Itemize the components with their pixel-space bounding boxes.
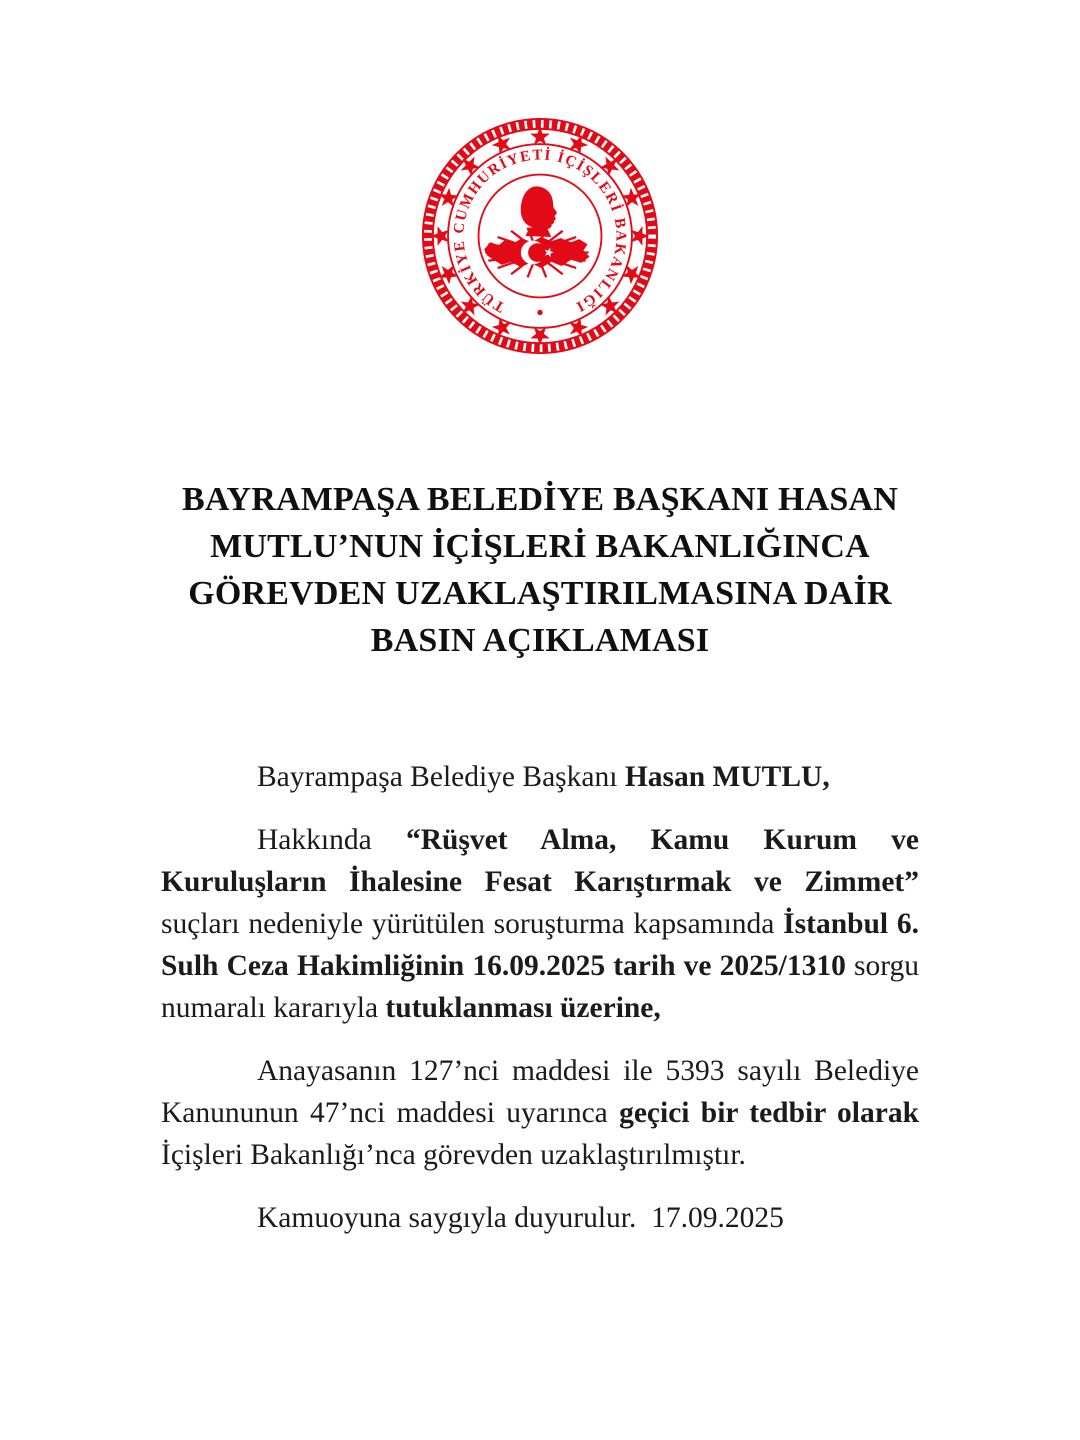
title-line-4: BASIN AÇIKLAMASI [370, 622, 710, 659]
seal-ring-text: TÜRKİYE CUMHURİYETİ İÇİŞLERİ BAKANLIĞI [451, 147, 629, 315]
paragraph-intro: Bayrampaşa Belediye Başkanı Hasan MUTLU, [257, 761, 830, 793]
seal-bottom-dot [537, 310, 542, 315]
paragraph-charges: Hakkında “Rüşvet Alma, Kamu Kurum ve Kuruluşların İhalesine Fesat Karıştırmak ve Zimmet” suçları nedeniyle yürütülen soruşturma kapsamında İstanbul 6. Sulh Ceza Hakimliğinin 16.09.2025 tarih ve 2025/1310 sorgu numaralı kararıyla tutuklanması üzerine, [161, 824, 920, 1024]
ataturk-silhouette-icon [521, 186, 557, 229]
title-line-1: BAYRAMPAŞA BELEDİYE BAŞKANI HASAN [181, 481, 899, 518]
paragraph-closing: Kamuoyuna saygıyla duyurulur. 17.09.2025 [257, 1202, 784, 1234]
page-title [0, 476, 1080, 664]
seal-center-emblem [484, 186, 589, 277]
ministry-seal [416, 112, 664, 360]
title-line-3: GÖREVDEN UZAKLAŞTIRILMASINA DAİR [188, 575, 892, 612]
press-release-body [161, 756, 919, 1239]
title-line-2: MUTLU’NUN İÇİŞLERİ BAKANLIĞINCA [210, 528, 870, 565]
paragraph-decision: Anayasanın 127’nci maddesi ile 5393 sayılı Belediye Kanununun 47’nci maddesi uyarınca geçici bir tedbir olarak İçişleri Bakanlığı’nca görevden uzaklaştırılmıştır. [161, 1055, 919, 1171]
